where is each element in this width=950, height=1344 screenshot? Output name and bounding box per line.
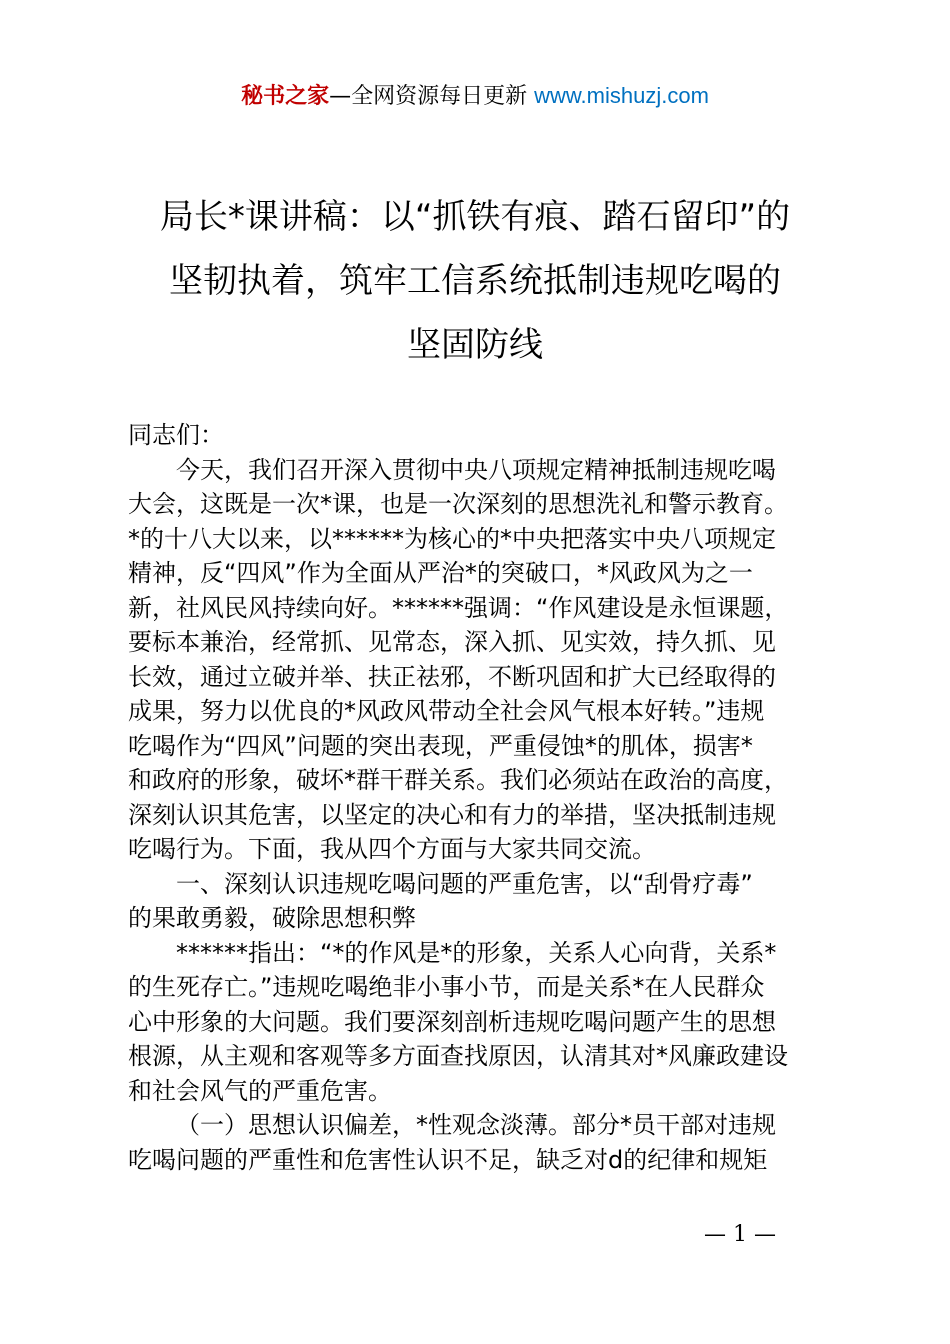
page-number: — 1 — [704,1222,776,1247]
text-line: 根源，从主观和客观等多方面查找原因，认清其对*风廉政建设 [128,1042,788,1070]
text-line: 和政府的形象，破坏*群干群关系。我们必须站在政治的高度， [128,766,788,794]
text-line: 吃喝行为。下面，我从四个方面与大家共同交流。 [128,835,656,863]
text-line: 新，社风民风持续向好。******强调：“作风建设是永恒课题， [128,593,789,622]
site-url[interactable]: www.mishuzj.com [534,83,709,108]
title-line: 坚固防线 [407,325,543,365]
text-line: *的十八大以来，以******为核心的*中央把落实中央八项规定 [128,524,776,553]
text-line: 一、深刻认识违规吃喝问题的严重危害，以“刮骨疗毒” [176,869,753,898]
text-line: 要标本兼治，经常抓、见常态，深入抓、见实效，持久抓、见 [128,628,776,656]
brand-name: 秘书之家 [241,84,330,109]
text-line: 心中形象的大问题。我们要深刻剖析违规吃喝问题产生的思想 [128,1007,776,1036]
text-line: 今天，我们召开深入贯彻中央八项规定精神抵制违规吃喝 [176,455,776,484]
text-line: 的生死存亡。”违规吃喝绝非小事小节，而是关系*在人民群众 [128,973,765,1001]
paragraph-quote [128,936,838,1109]
text-line: 吃喝作为“四风”问题的突出表现，严重侵蚀*的肌体，损害* [128,731,753,760]
greeting: 同志们： [128,421,224,449]
text-line: 的果敢勇毅，破除思想积弊 [128,904,416,932]
document-title [100,185,850,377]
text-line: 吃喝问题的严重性和危害性认识不足，缺乏对d的纪律和规矩 [128,1145,768,1174]
title-line: 坚韧执着，筑牢工信系统抵制违规吃喝的 [169,261,781,301]
text-line: 大会，这既是一次*课，也是一次深刻的思想洗礼和警示教育。 [128,490,788,518]
text-line: 和社会风气的严重危害。 [128,1076,392,1105]
site-header [0,80,950,113]
header-tagline: —全网资源每日更新 [329,84,528,109]
paragraph-intro [128,453,838,867]
title-line: 局长*课讲稿：以“抓铁有痕、踏石留印”的 [159,197,791,237]
text-line: （一）思想认识偏差，*性观念淡薄。部分*员干部对违规 [176,1111,776,1139]
text-line: 精神，反“四风”作为全面从严治*的突破口，*风政风为之一 [128,559,753,587]
section-heading-1 [128,867,838,936]
text-line: 长效，通过立破并举、扶正祛邪，不断巩固和扩大已经取得的 [128,662,776,691]
text-line: 成果，努力以优良的*风政风带动全社会风气根本好转。”违规 [128,697,765,725]
paragraph-subsection-1 [128,1108,838,1177]
text-line: 深刻认识其危害，以坚定的决心和有力的举措，坚决抵制违规 [128,800,776,829]
text-line: ******指出：“*的作风是*的形象，关系人心向背，关系* [176,938,777,967]
document-body [128,418,838,1177]
